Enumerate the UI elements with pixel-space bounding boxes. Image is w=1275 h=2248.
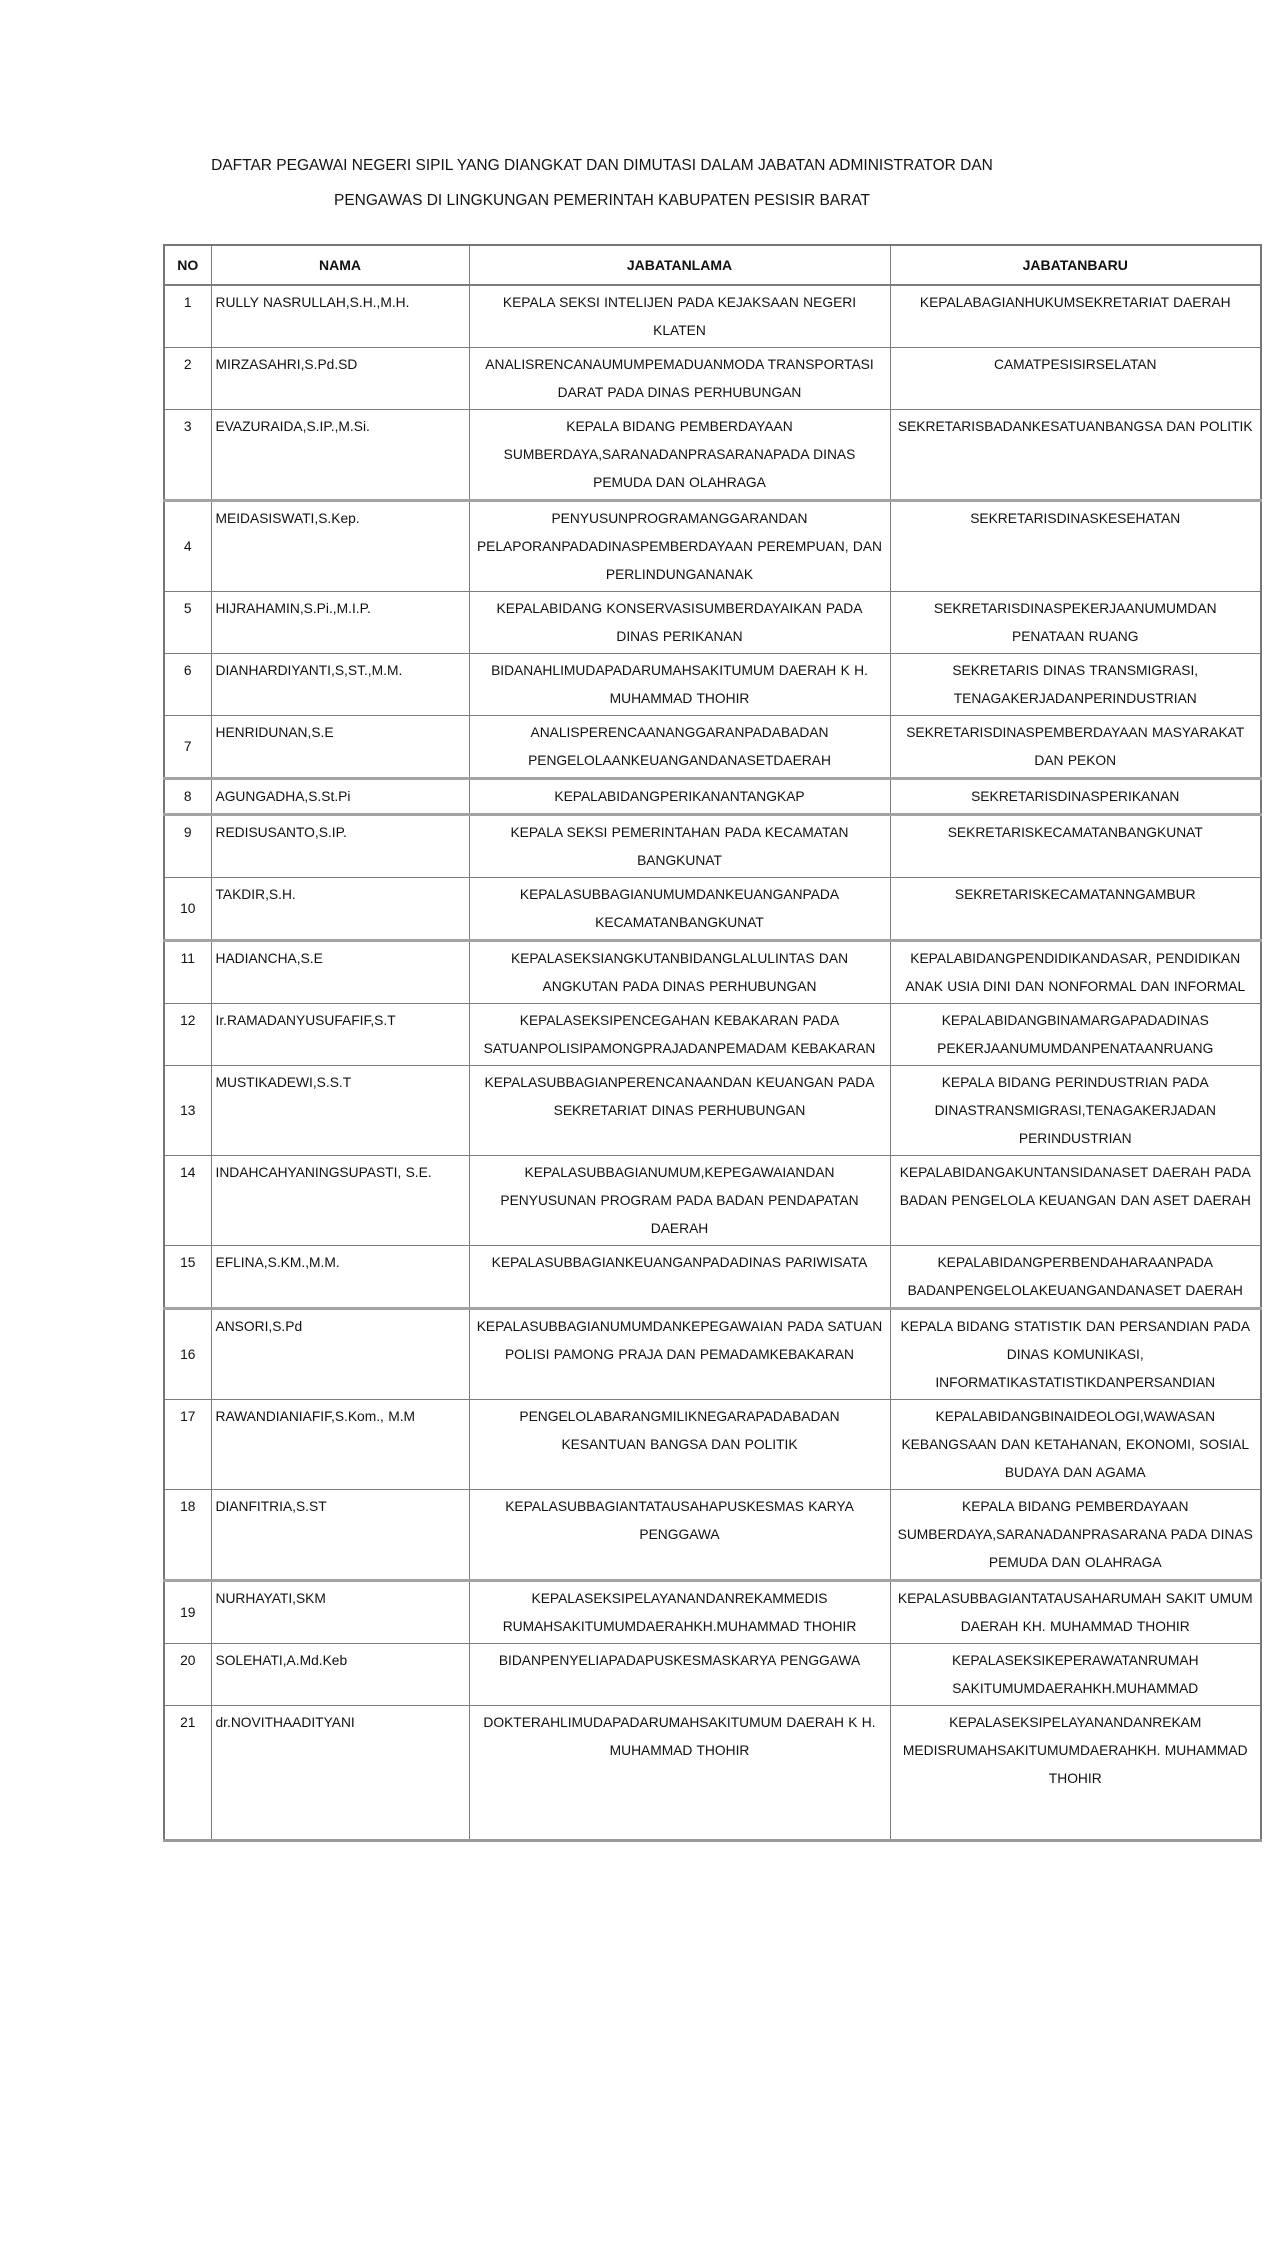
cell-jabatan-lama: KEPALA BIDANG PEMBERDAYAAN SUMBERDAYA,SARANADANPRASARANAPADA DINAS PEMUDA DAN OLAHRAGA (469, 410, 890, 501)
table-row (164, 1156, 1261, 1246)
cell-jabatan-baru: KEPALABIDANGBINAMARGAPADADINAS PEKERJAANUMUMDANPENATAANRUANG (890, 1004, 1261, 1066)
cell-no: 3 (164, 410, 211, 501)
table-row (164, 878, 1261, 941)
cell-no: 1 (164, 285, 211, 348)
cell-nama: NURHAYATI,SKM (211, 1581, 469, 1644)
table-body (164, 285, 1261, 1841)
cell-jabatan-baru: SEKRETARISDINASPEMBERDAYAAN MASYARAKAT DAN PEKON (890, 716, 1261, 779)
cell-jabatan-baru: KEPALASEKSIKEPERAWATANRUMAH SAKITUMUMDAERAHKH.MUHAMMAD (890, 1644, 1261, 1706)
table-row (164, 501, 1261, 592)
cell-nama: Ir.RAMADANYUSUFAFIF,S.T (211, 1004, 469, 1066)
cell-jabatan-lama: KEPALASUBBAGIANUMUM,KEPEGAWAIANDAN PENYUSUNAN PROGRAM PADA BADAN PENDAPATAN DAERAH (469, 1156, 890, 1246)
table-row (164, 1004, 1261, 1066)
cell-no: 10 (164, 878, 211, 941)
cell-jabatan-lama: KEPALABIDANGPERIKANANTANGKAP (469, 779, 890, 815)
cell-nama: dr.NOVITHAADITYANI (211, 1706, 469, 1841)
table-row (164, 1581, 1261, 1644)
cell-nama: HIJRAHAMIN,S.Pi.,M.I.P. (211, 592, 469, 654)
cell-no: 5 (164, 592, 211, 654)
cell-jabatan-baru: KEPALABIDANGPERBENDAHARAANPADA BADANPENGELOLAKEUANGANDANASET DAERAH (890, 1246, 1261, 1309)
cell-no: 15 (164, 1246, 211, 1309)
cell-no: 18 (164, 1490, 211, 1581)
table-row (164, 1644, 1261, 1706)
cell-jabatan-lama: KEPALASUBBAGIANUMUMDANKEPEGAWAIAN PADA SATUAN POLISI PAMONG PRAJA DAN PEMADAMKEBAKARAN (469, 1309, 890, 1400)
cell-jabatan-lama: KEPALA SEKSI PEMERINTAHAN PADA KECAMATAN BANGKUNAT (469, 815, 890, 878)
cell-nama: RAWANDIANIAFIF,S.Kom., M.M (211, 1400, 469, 1490)
table-row (164, 1490, 1261, 1581)
cell-jabatan-baru: KEPALABIDANGPENDIDIKANDASAR, PENDIDIKAN ANAK USIA DINI DAN NONFORMAL DAN INFORMAL (890, 941, 1261, 1004)
table-row (164, 1706, 1261, 1841)
cell-nama: DIANFITRIA,S.ST (211, 1490, 469, 1581)
cell-no: 13 (164, 1066, 211, 1156)
cell-jabatan-baru: KEPALA BIDANG STATISTIK DAN PERSANDIAN PADA DINAS KOMUNIKASI, INFORMATIKASTATISTIKDANPERSANDIAN (890, 1309, 1261, 1400)
table-row (164, 654, 1261, 716)
cell-no: 2 (164, 348, 211, 410)
cell-jabatan-lama: BIDANPENYELIAPADAPUSKESMASKARYA PENGGAWA (469, 1644, 890, 1706)
cell-jabatan-baru: KEPALABAGIANHUKUMSEKRETARIAT DAERAH (890, 285, 1261, 348)
cell-jabatan-lama: KEPALASEKSIANGKUTANBIDANGLALULINTAS DAN ANGKUTAN PADA DINAS PERHUBUNGAN (469, 941, 890, 1004)
header-jabatan-lama: JABATANLAMA (469, 245, 890, 285)
table-row (164, 941, 1261, 1004)
cell-no: 11 (164, 941, 211, 1004)
cell-jabatan-lama: ANALISRENCANAUMUMPEMADUANMODA TRANSPORTASI DARAT PADA DINAS PERHUBUNGAN (469, 348, 890, 410)
table-header-row (164, 245, 1261, 285)
cell-jabatan-lama: DOKTERAHLIMUDAPADARUMAHSAKITUMUM DAERAH K H. MUHAMMAD THOHIR (469, 1706, 890, 1841)
cell-nama: AGUNGADHA,S.St.Pi (211, 779, 469, 815)
table-row (164, 815, 1261, 878)
cell-jabatan-baru: SEKRETARISDINASKESEHATAN (890, 501, 1261, 592)
cell-nama: SOLEHATI,A.Md.Keb (211, 1644, 469, 1706)
cell-jabatan-lama: PENGELOLABARANGMILIKNEGARAPADABADAN KESANTUAN BANGSA DAN POLITIK (469, 1400, 890, 1490)
cell-jabatan-baru: SEKRETARISBADANKESATUANBANGSA DAN POLITIK (890, 410, 1261, 501)
table-row (164, 779, 1261, 815)
cell-jabatan-lama: ANALISPERENCAANANGGARANPADABADAN PENGELOLAANKEUANGANDANASETDAERAH (469, 716, 890, 779)
cell-jabatan-lama: KEPALASUBBAGIANUMUMDANKEUANGANPADA KECAMATANBANGKUNAT (469, 878, 890, 941)
cell-jabatan-lama: KEPALA SEKSI INTELIJEN PADA KEJAKSAAN NEGERI KLATEN (469, 285, 890, 348)
cell-no: 19 (164, 1581, 211, 1644)
cell-no: 7 (164, 716, 211, 779)
cell-jabatan-lama: KEPALASEKSIPENCEGAHAN KEBAKARAN PADA SATUANPOLISIPAMONGPRAJADANPEMADAM KEBAKARAN (469, 1004, 890, 1066)
table-row (164, 592, 1261, 654)
table-row (164, 410, 1261, 501)
cell-jabatan-baru: KEPALABIDANGAKUNTANSIDANASET DAERAH PADA BADAN PENGELOLA KEUANGAN DAN ASET DAERAH (890, 1156, 1261, 1246)
cell-no: 6 (164, 654, 211, 716)
document-title-line-2: PENGAWAS DI LINGKUNGAN PEMERINTAH KABUPATEN PESISIR BARAT (334, 192, 870, 209)
cell-jabatan-lama: KEPALASUBBAGIANTATAUSAHAPUSKESMAS KARYA PENGGAWA (469, 1490, 890, 1581)
cell-no: 9 (164, 815, 211, 878)
cell-nama: INDAHCAHYANINGSUPASTI, S.E. (211, 1156, 469, 1246)
cell-jabatan-baru: SEKRETARISDINASPERIKANAN (890, 779, 1261, 815)
cell-jabatan-baru: SEKRETARIS DINAS TRANSMIGRASI, TENAGAKERJADANPERINDUSTRIAN (890, 654, 1261, 716)
cell-nama: MUSTIKADEWI,S.S.T (211, 1066, 469, 1156)
cell-jabatan-baru: KEPALA BIDANG PEMBERDAYAAN SUMBERDAYA,SARANADANPRASARANA PADA DINAS PEMUDA DAN OLAHRAGA (890, 1490, 1261, 1581)
cell-nama: RULLY NASRULLAH,S.H.,M.H. (211, 285, 469, 348)
cell-jabatan-lama: KEPALABIDANG KONSERVASISUMBERDAYAIKAN PADA DINAS PERIKANAN (469, 592, 890, 654)
cell-nama: ANSORI,S.Pd (211, 1309, 469, 1400)
table-row (164, 348, 1261, 410)
cell-jabatan-baru: KEPALASUBBAGIANTATAUSAHARUMAH SAKIT UMUM DAERAH KH. MUHAMMAD THOHIR (890, 1581, 1261, 1644)
table-row (164, 1400, 1261, 1490)
header-jabatan-baru: JABATANBARU (890, 245, 1261, 285)
cell-no: 17 (164, 1400, 211, 1490)
cell-nama: REDISUSANTO,S.IP. (211, 815, 469, 878)
cell-no: 12 (164, 1004, 211, 1066)
table-row (164, 1309, 1261, 1400)
cell-jabatan-lama: KEPALASUBBAGIANPERENCANAANDAN KEUANGAN PADA SEKRETARIAT DINAS PERHUBUNGAN (469, 1066, 890, 1156)
document-title-line-1: DAFTAR PEGAWAI NEGERI SIPIL YANG DIANGKAT DAN DIMUTASI DALAM JABATAN ADMINISTRATOR DAN (211, 157, 993, 174)
cell-jabatan-lama: PENYUSUNPROGRAMANGGARANDAN PELAPORANPADADINASPEMBERDAYAAN PEREMPUAN, DAN PERLINDUNGANANAK (469, 501, 890, 592)
table-row (164, 1246, 1261, 1309)
cell-nama: HENRIDUNAN,S.E (211, 716, 469, 779)
cell-jabatan-lama: KEPALASUBBAGIANKEUANGANPADADINAS PARIWISATA (469, 1246, 890, 1309)
table-row (164, 1066, 1261, 1156)
cell-nama: TAKDIR,S.H. (211, 878, 469, 941)
cell-jabatan-baru: CAMATPESISIRSELATAN (890, 348, 1261, 410)
cell-no: 14 (164, 1156, 211, 1246)
cell-no: 8 (164, 779, 211, 815)
cell-jabatan-lama: KEPALASEKSIPELAYANANDANREKAMMEDIS RUMAHSAKITUMUMDAERAHKH.MUHAMMAD THOHIR (469, 1581, 890, 1644)
cell-jabatan-baru: SEKRETARISKECAMATANBANGKUNAT (890, 815, 1261, 878)
cell-nama: DIANHARDIYANTI,S,ST.,M.M. (211, 654, 469, 716)
cell-nama: MIRZASAHRI,S.Pd.SD (211, 348, 469, 410)
cell-no: 4 (164, 501, 211, 592)
document-title (52, 148, 1152, 218)
header-nama: NAMA (211, 245, 469, 285)
cell-jabatan-baru: SEKRETARISDINASPEKERJAANUMUMDAN PENATAAN RUANG (890, 592, 1261, 654)
cell-jabatan-baru: KEPALASEKSIPELAYANANDANREKAM MEDISRUMAHSAKITUMUMDAERAHKH. MUHAMMAD THOHIR (890, 1706, 1261, 1841)
cell-nama: MEIDASISWATI,S.Kep. (211, 501, 469, 592)
cell-jabatan-lama: BIDANAHLIMUDAPADARUMAHSAKITUMUM DAERAH K H. MUHAMMAD THOHIR (469, 654, 890, 716)
cell-no: 21 (164, 1706, 211, 1841)
table-row (164, 716, 1261, 779)
cell-jabatan-baru: KEPALA BIDANG PERINDUSTRIAN PADA DINASTRANSMIGRASI,TENAGAKERJADAN PERINDUSTRIAN (890, 1066, 1261, 1156)
personnel-mutation-table (163, 244, 1262, 1842)
cell-jabatan-baru: KEPALABIDANGBINAIDEOLOGI,WAWASAN KEBANGSAAN DAN KETAHANAN, EKONOMI, SOSIAL BUDAYA DAN AGAMA (890, 1400, 1261, 1490)
cell-nama: HADIANCHA,S.E (211, 941, 469, 1004)
cell-no: 16 (164, 1309, 211, 1400)
table-row (164, 285, 1261, 348)
cell-no: 20 (164, 1644, 211, 1706)
cell-nama: EFLINA,S.KM.,M.M. (211, 1246, 469, 1309)
header-no: NO (164, 245, 211, 285)
cell-jabatan-baru: SEKRETARISKECAMATANNGAMBUR (890, 878, 1261, 941)
cell-nama: EVAZURAIDA,S.IP.,M.Si. (211, 410, 469, 501)
